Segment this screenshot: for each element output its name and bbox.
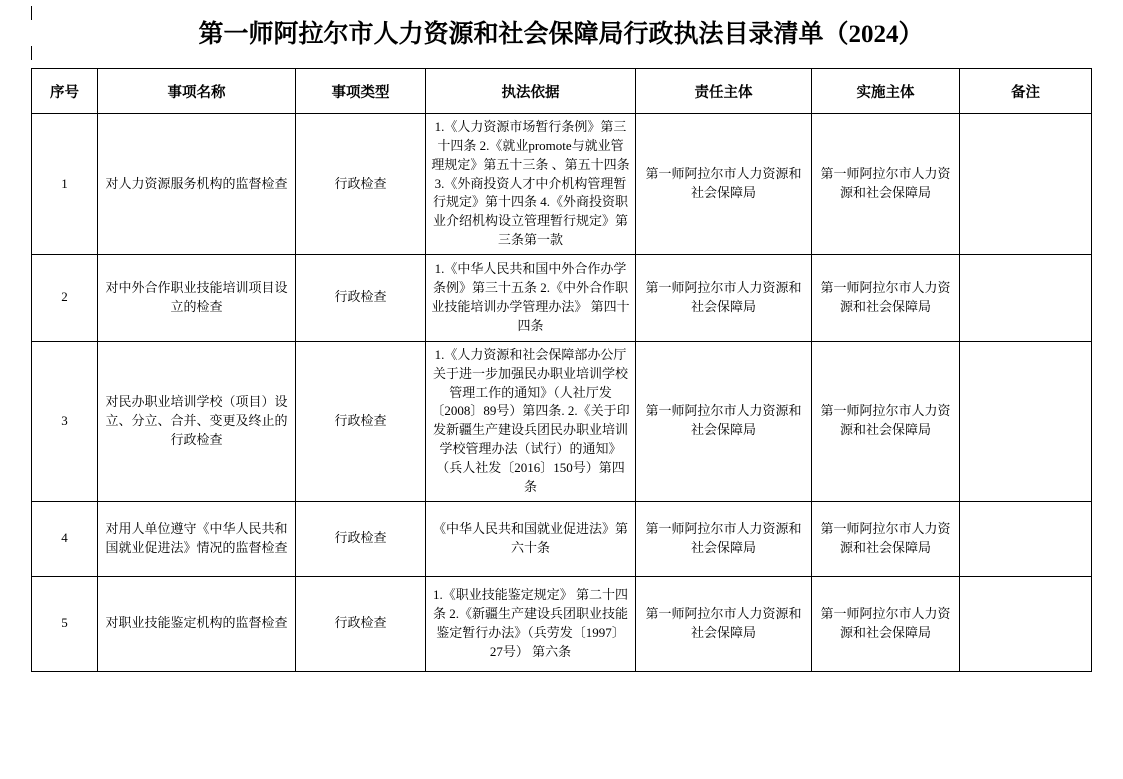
column-header-implementer: 实施主体 (812, 69, 960, 114)
cell-implementer: 第一师阿拉尔市人力资源和社会保障局 (812, 341, 960, 501)
column-header-name: 事项名称 (98, 69, 296, 114)
cell-seq: 3 (32, 341, 98, 501)
cell-implementer: 第一师阿拉尔市人力资源和社会保障局 (812, 254, 960, 341)
cell-type: 行政检查 (296, 501, 426, 576)
cell-basis: 《中华人民共和国就业促进法》第六十条 (426, 501, 636, 576)
page-title: 第一师阿拉尔市人力资源和社会保障局行政执法目录清单（2024） (198, 21, 924, 48)
cell-responsible: 第一师阿拉尔市人力资源和社会保障局 (636, 576, 812, 671)
cell-responsible: 第一师阿拉尔市人力资源和社会保障局 (636, 501, 812, 576)
cell-basis: 1.《人力资源市场暂行条例》第三十四条 2.《就业promote与就业管理规定》第五十三条 、第五十四条 3.《外商投资人才中介机构管理暂行规定》第十四条 4.《外商投资职业介绍机构设立管理暂行规定》第三条第一款 (426, 114, 636, 255)
cell-note (960, 501, 1092, 576)
cell-name: 对中外合作职业技能培训项目设立的检查 (98, 254, 296, 341)
cell-note (960, 576, 1092, 671)
cell-note (960, 254, 1092, 341)
cell-basis: 1.《职业技能鉴定规定》 第二十四条 2.《新疆生产建设兵团职业技能鉴定暂行办法》（兵劳发〔1997〕27号） 第六条 (426, 576, 636, 671)
cell-seq: 4 (32, 501, 98, 576)
table-row (32, 576, 1092, 671)
table-row (32, 254, 1092, 341)
cell-seq: 5 (32, 576, 98, 671)
table-row (32, 501, 1092, 576)
cell-implementer: 第一师阿拉尔市人力资源和社会保障局 (812, 576, 960, 671)
column-header-seq: 序号 (32, 69, 98, 114)
cell-name: 对民办职业培训学校（项目）设立、分立、合并、变更及终止的行政检查 (98, 341, 296, 501)
enforcement-listing-table (31, 68, 1092, 672)
column-header-type: 事项类型 (296, 69, 426, 114)
cell-seq: 1 (32, 114, 98, 255)
cell-note (960, 341, 1092, 501)
column-header-responsible: 责任主体 (636, 69, 812, 114)
cell-note (960, 114, 1092, 255)
cell-type: 行政检查 (296, 114, 426, 255)
cell-responsible: 第一师阿拉尔市人力资源和社会保障局 (636, 254, 812, 341)
cell-name: 对人力资源服务机构的监督检查 (98, 114, 296, 255)
cell-responsible: 第一师阿拉尔市人力资源和社会保障局 (636, 114, 812, 255)
cell-seq: 2 (32, 254, 98, 341)
cell-basis: 1.《中华人民共和国中外合作办学条例》第三十五条 2.《中外合作职业技能培训办学管理办法》 第四十四条 (426, 254, 636, 341)
cell-type: 行政检查 (296, 576, 426, 671)
table-row (32, 114, 1092, 255)
cell-name: 对用人单位遵守《中华人民共和国就业促进法》情况的监督检查 (98, 501, 296, 576)
cell-responsible: 第一师阿拉尔市人力资源和社会保障局 (636, 341, 812, 501)
cell-basis: 1.《人力资源和社会保障部办公厅关于进一步加强民办职业培训学校管理工作的通知》（人社厅发〔2008〕89号）第四条. 2.《关于印发新疆生产建设兵团民办职业培训学校管理办法（试行）的通知》（兵人社发〔2016〕150号）第四条 (426, 341, 636, 501)
cell-type: 行政检查 (296, 254, 426, 341)
column-header-basis: 执法依据 (426, 69, 636, 114)
listing-table-wrapper (31, 68, 1091, 672)
table-row (32, 341, 1092, 501)
cell-implementer: 第一师阿拉尔市人力资源和社会保障局 (812, 114, 960, 255)
cell-implementer: 第一师阿拉尔市人力资源和社会保障局 (812, 501, 960, 576)
table-header-row (32, 69, 1092, 114)
column-header-note: 备注 (960, 69, 1092, 114)
cell-type: 行政检查 (296, 341, 426, 501)
cell-name: 对职业技能鉴定机构的监督检查 (98, 576, 296, 671)
